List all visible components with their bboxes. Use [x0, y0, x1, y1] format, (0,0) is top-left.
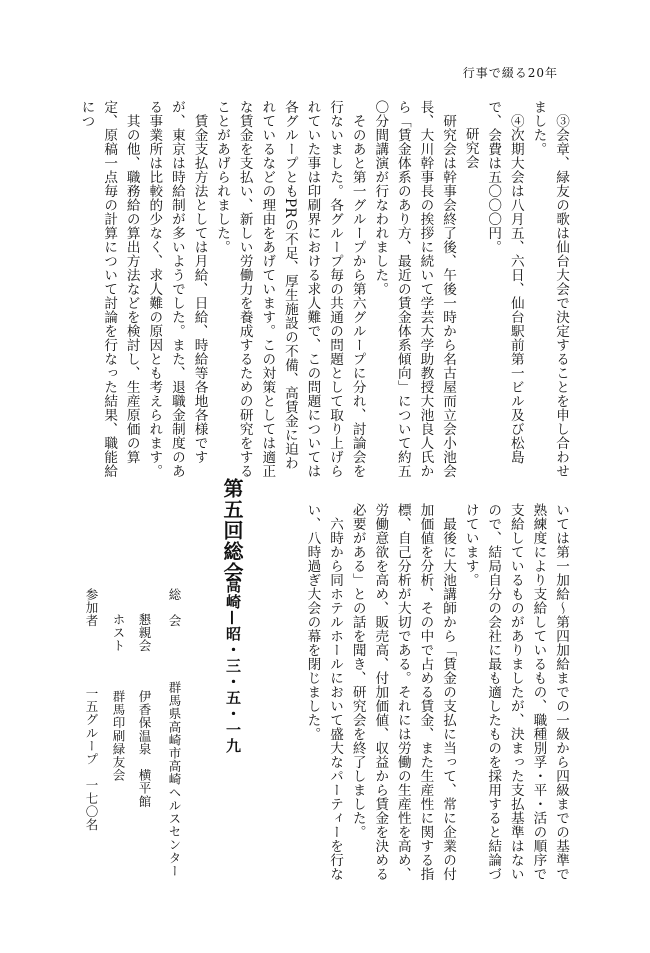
paragraph: ③会章、緑友の歌は仙台大会で決定することを申し合わせました。: [530, 100, 569, 478]
info-value: 一五グループ 一七〇名: [84, 687, 99, 832]
paragraph: 研究会は幹事会終了後、午後一時から名古屋而立会小池会長、大川幹事長の挨拶に続いて学芸大学助教授大池良人氏から「賃金体系のあり方、最近の賃金体系傾向」について約五〇分間講演が行なわれました。: [372, 100, 457, 478]
info-label: 懇親会: [137, 613, 152, 653]
article-body-bottom-right: [304, 503, 572, 887]
paragraph: ④次期大会は八月五、六日、仙台駅前第一ビル及び松島で、会費は五〇〇〇円。: [485, 100, 524, 464]
paragraph: 六時から同ホテルホールにおいて盛大なパーティーを行ない、八時過ぎ大会の幕を閉じました。: [304, 503, 344, 881]
paragraph: いては第一加給〜第四加給までの一級から四級までの基準で熟練度により支給しているもの、職種別孚・平・活の順序で支給しているものがありましたが、決まった支払基準はないので、結局自分の会社に最も適したものを採用すると結論づけています。: [462, 503, 569, 881]
info-value: 群馬県高崎市高崎ヘルスセンター: [167, 681, 182, 878]
running-header: 行事で綴る20年: [462, 66, 558, 80]
article-body-top: [24, 100, 572, 484]
section-subtitle: 高崎—昭・三・五・一九: [224, 578, 242, 754]
info-label: 総 会: [167, 588, 182, 628]
info-value: 群馬印刷緑友会: [111, 690, 126, 782]
subheading: 研究会: [462, 127, 479, 170]
info-label: ホスト: [111, 613, 126, 653]
paragraph: 最後に大池講師から「賃金の支払に当って、常に企業の付加価値を分析、その中で占める賃金、また生産性に関する指標、自己分析が大切である。それには労働の生産性を高め、労働意欲を高め、販売高、付加価値、収益から賃金を決める必要がある」との話を聞き、研究会を終了しました。: [349, 503, 457, 881]
section-title: 第五回総会: [220, 478, 244, 583]
info-value: 伊香保温泉 横平館: [137, 690, 152, 808]
paragraph: そのあと第一グループから第六グループに分れ、討論会を行ないました。各グループ毎の共通の問題として取り上げられていた事は印刷界における求人難で、この問題については各グループともPRの不足、厚生施設の不備、高賃金に迫われているなどの理由をあげています。この対策としては適正な賃金を支払い、新しい労働力を養成するための研究をすることがあげられました。: [214, 100, 366, 478]
info-label: 参加者: [84, 588, 99, 628]
paragraph: 其の他、職務給の算出方法などを検討し、生産原価の算定、原稿一点毎の計算について討論を行なった結果、職能給につ: [78, 100, 140, 478]
paragraph: 賃金支払方法としては月給、日給、時給等各地各様ですが、東京は時給制が多いようでした。また、退職金制度のある事業所は比較的少なく、求人難の原因とも考えられます。: [146, 100, 208, 478]
